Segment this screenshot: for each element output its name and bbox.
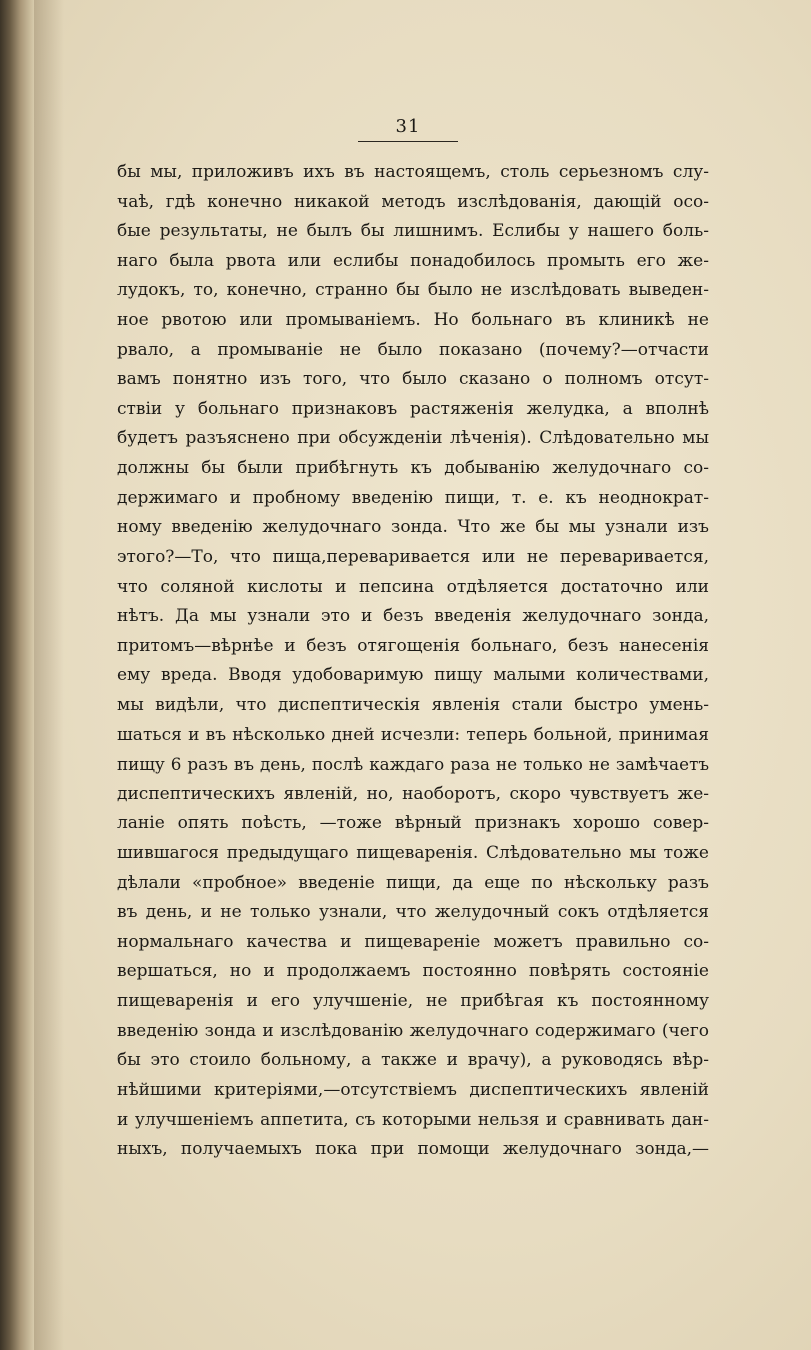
text-line: и улучшеніемъ аппетита, съ которыми нельзя и сравнивать дан-	[117, 1109, 709, 1130]
text-line: введенію зонда и изслѣдованію желудочнаго содержимаго (чего	[117, 1020, 709, 1041]
text-line: ему вреда. Вводя удобоваримую пищу малыми количествами,	[117, 665, 709, 686]
text-line: бые результаты, не былъ бы лишнимъ. Еслибы у нашего боль-	[117, 221, 709, 242]
text-line: ланіе опять поѣсть, —тоже вѣрный признакъ хорошо совер-	[117, 813, 709, 834]
text-line: держимаго и пробному введенію пищи, т. е. къ неоднократ-	[117, 487, 709, 508]
text-line: ствіи у больнаго признаковъ растяженія желудка, а вполнѣ	[117, 398, 709, 419]
text-line: вамъ понятно изъ того, что было сказано о полномъ отсут-	[117, 369, 709, 390]
text-line: лудокъ, то, конечно, странно бы было не изслѣдовать выведен-	[117, 280, 709, 301]
text-line: нормальнаго качества и пищевареніе можетъ правильно со-	[117, 931, 709, 952]
text-line: рвало, а промываніе не было показано (почему?—отчасти	[117, 339, 709, 360]
page-number: 31	[395, 116, 421, 137]
text-line: чаѣ, гдѣ конечно никакой методъ изслѣдованія, дающій осо-	[117, 191, 709, 212]
text-line: бы мы, приложивъ ихъ въ настоящемъ, столь серьезномъ слу-	[117, 162, 709, 182]
page-number-rule	[358, 141, 458, 142]
text-line: этого?—То, что пища,переваривается или не переваривается,	[117, 546, 709, 567]
text-line: будетъ разъяснено при обсужденіи лѣченія). Слѣдовательно мы	[117, 428, 709, 449]
text-line: шившагося предыдущаго пищеваренія. Слѣдовательно мы тоже	[117, 843, 709, 864]
text-line: нѣйшими критеріями,—отсутствіемъ диспептическихъ явленій	[117, 1079, 709, 1100]
text-line: притомъ—вѣрнѣе и безъ отягощенія больнаго, безъ нанесенія	[117, 635, 709, 656]
text-line: что соляной кислоты и пепсина отдѣляется достаточно или	[117, 576, 709, 597]
text-line: пищу 6 разъ въ день, послѣ каждаго раза не только не замѣчаетъ	[117, 754, 709, 775]
text-line: пищеваренія и его улучшеніе, не прибѣгая къ постоянному	[117, 991, 709, 1012]
text-line: въ день, и не только узнали, что желудочный сокъ отдѣляется	[117, 902, 709, 923]
text-line: шаться и въ нѣсколько дней исчезли: теперь больной, принимая	[117, 724, 709, 745]
text-line: ныхъ, получаемыхъ пока при помощи желудочнаго зонда,—	[117, 1139, 709, 1160]
body-text	[117, 158, 709, 1165]
text-line: ному введенію желудочнаго зонда. Что же бы мы узнали изъ	[117, 517, 709, 538]
text-line: мы видѣли, что диспептическія явленія стали быстро умень-	[117, 694, 709, 715]
text-line: диспептическихъ явленій, но, наоборотъ, скоро чувствуетъ же-	[117, 783, 709, 804]
gutter-shadow	[34, 0, 64, 1350]
text-line: должны бы были прибѣгнуть къ добыванію желудочнаго со-	[117, 458, 709, 479]
text-line: вершаться, но и продолжаемъ постоянно повѣрять состояніе	[117, 961, 709, 982]
text-line: наго была рвота или еслибы понадобилось промыть его же-	[117, 250, 709, 271]
text-line: бы это стоило больному, а также и врачу), а руководясь вѣр-	[117, 1050, 709, 1071]
text-line: дѣлали «пробное» введеніе пищи, да еще по нѣскольку разъ	[117, 872, 709, 893]
book-gutter	[0, 0, 34, 1350]
text-line: нѣтъ. Да мы узнали это и безъ введенія желудочнаго зонда,	[117, 606, 709, 627]
text-line: ное рвотою или промываніемъ. Но больнаго въ клиникѣ не	[117, 310, 709, 331]
